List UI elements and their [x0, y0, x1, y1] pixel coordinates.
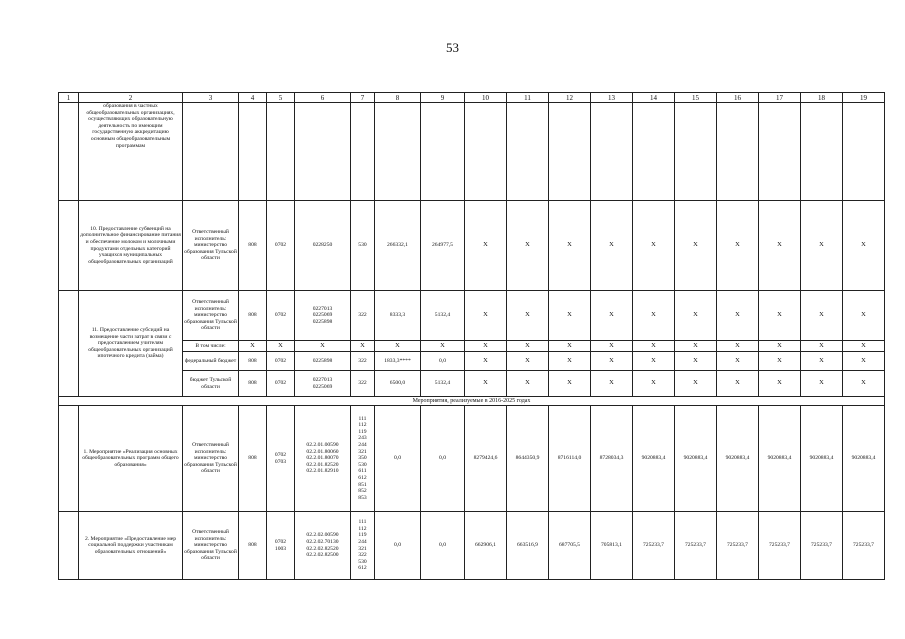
x-mark: Х	[843, 291, 885, 341]
value-cell: 687705,5	[549, 512, 591, 580]
incl-label: В том числе:	[183, 341, 239, 352]
event-name: 10. Предоставление субвенций на дополнительное финансирование питания и обеспечение молоком и молочными продуктами отдельных категорий учащихся муниципальных общеобразовательных организаций	[79, 201, 183, 291]
value-cell: 725233,7	[843, 512, 885, 580]
table-row	[59, 512, 885, 580]
csr-code: 0225898	[295, 352, 351, 371]
x-mark: Х	[801, 291, 843, 341]
x-mark: Х	[675, 371, 717, 397]
x-mark: Х	[549, 352, 591, 371]
x-mark: Х	[549, 341, 591, 352]
value-cell: 662906,1	[465, 512, 507, 580]
budget-label: федеральный бюджет	[183, 352, 239, 371]
x-mark: Х	[717, 371, 759, 397]
value-cell: 264977,5	[421, 201, 465, 291]
vr-code: 322	[351, 291, 375, 341]
x-mark: Х	[675, 201, 717, 291]
value-cell: 6500,0	[375, 371, 421, 397]
value-cell: 725233,7	[675, 512, 717, 580]
col-num: 5	[267, 93, 295, 103]
grbs-code: 808	[239, 352, 267, 371]
value-cell: 8716114,0	[549, 406, 591, 512]
x-mark: Х	[633, 371, 675, 397]
x-mark: Х	[351, 341, 375, 352]
vr-code: 322	[351, 352, 375, 371]
event-name: 1. Мероприятие «Реализация основных общеобразовательных программ общего образования»	[79, 406, 183, 512]
col-num: 14	[633, 93, 675, 103]
csr-code: 0227013 0225069	[295, 371, 351, 397]
x-mark: Х	[507, 201, 549, 291]
value-cell: 5132,4	[421, 291, 465, 341]
x-mark: Х	[675, 352, 717, 371]
col-num: 7	[351, 93, 375, 103]
col-num: 16	[717, 93, 759, 103]
value-cell: 0,0	[421, 406, 465, 512]
col-num: 10	[465, 93, 507, 103]
value-cell: 266332,1	[375, 201, 421, 291]
csr-code: 0227013 0225069 0225898	[295, 291, 351, 341]
table-row	[59, 406, 885, 512]
x-mark: Х	[591, 291, 633, 341]
x-mark: Х	[675, 291, 717, 341]
value-cell: 8279424,6	[465, 406, 507, 512]
x-mark: Х	[591, 371, 633, 397]
value-cell: 725233,7	[633, 512, 675, 580]
x-mark: Х	[591, 341, 633, 352]
x-mark: Х	[295, 341, 351, 352]
value-cell: 8644350,9	[507, 406, 549, 512]
x-mark: Х	[507, 291, 549, 341]
table-row	[59, 291, 885, 341]
column-number-row	[59, 93, 885, 103]
page-number: 53	[446, 40, 459, 55]
value-cell: 9020883,4	[717, 406, 759, 512]
x-mark: Х	[507, 341, 549, 352]
col-num: 19	[843, 93, 885, 103]
x-mark: Х	[507, 352, 549, 371]
value-cell: 9020883,4	[633, 406, 675, 512]
x-mark: Х	[465, 352, 507, 371]
event-name: 11. Предоставление субсидий на возмещение части затрат в связи с предоставлением учителям общеобразовательных организаций ипотечного кредита (займа)	[79, 291, 183, 397]
csr-code: 0228250	[295, 201, 351, 291]
value-cell: 9020883,4	[801, 406, 843, 512]
grbs-code: 808	[239, 291, 267, 341]
x-mark: Х	[717, 201, 759, 291]
x-mark: Х	[759, 371, 801, 397]
csr-code: 02.2.02.00590 02.2.02.70130 02.2.02.82520 02.2.02.82500	[295, 512, 351, 580]
x-mark: Х	[465, 341, 507, 352]
x-mark: Х	[843, 201, 885, 291]
section-title: Мероприятия, реализуемые в 2016-2025 годах	[59, 397, 885, 406]
col-num: 6	[295, 93, 351, 103]
x-mark: Х	[843, 341, 885, 352]
executor: Ответственный исполнитель: министерство образования Тульской области	[183, 512, 239, 580]
budget-table	[58, 92, 885, 580]
vr-code: 111 112 119 243 244 321 350 530 611 612 851 852 853	[351, 406, 375, 512]
value-cell: 5132,4	[421, 371, 465, 397]
x-mark: Х	[801, 371, 843, 397]
x-mark: Х	[633, 341, 675, 352]
rzpr-code: 0702	[267, 201, 295, 291]
col-num: 18	[801, 93, 843, 103]
rzpr-code: 0702 1003	[267, 512, 295, 580]
value-cell: 9020883,4	[675, 406, 717, 512]
value-cell: 0,0	[375, 512, 421, 580]
grbs-code: 808	[239, 512, 267, 580]
x-mark: Х	[375, 341, 421, 352]
x-mark: Х	[801, 341, 843, 352]
rzpr-code: 0702	[267, 371, 295, 397]
rzpr-code: 0702	[267, 291, 295, 341]
col-num: 2	[79, 93, 183, 103]
col-num: 3	[183, 93, 239, 103]
executor: Ответственный исполнитель: министерство образования Тульской области	[183, 291, 239, 341]
col-num: 11	[507, 93, 549, 103]
x-mark: Х	[633, 352, 675, 371]
budget-label: бюджет Тульской области	[183, 371, 239, 397]
x-mark: Х	[549, 291, 591, 341]
executor: Ответственный исполнитель: министерство образования Тульской области	[183, 201, 239, 291]
col-num: 9	[421, 93, 465, 103]
table-row	[59, 201, 885, 291]
event-name: образования в частных общеобразовательных организациях, осуществляющих образовательную деятельность по имеющим государственную аккредитацию основным общеобразовательным программам	[79, 103, 183, 201]
table-row	[59, 103, 885, 201]
rzpr-code: 0702	[267, 352, 295, 371]
x-mark: Х	[267, 341, 295, 352]
table-row	[59, 371, 885, 397]
table-row	[59, 341, 885, 352]
x-mark: Х	[759, 352, 801, 371]
x-mark: Х	[549, 371, 591, 397]
x-mark: Х	[759, 201, 801, 291]
col-num: 4	[239, 93, 267, 103]
value-cell: 0,0	[421, 512, 465, 580]
x-mark: Х	[801, 352, 843, 371]
x-mark: Х	[591, 201, 633, 291]
grbs-code: 808	[239, 201, 267, 291]
x-mark: Х	[633, 291, 675, 341]
csr-code: 02.2.01.00590 02.2.01.80060 02.2.01.80070 02.2.01.82520 02.2.01.82910	[295, 406, 351, 512]
x-mark: Х	[843, 371, 885, 397]
value-cell: 0,0	[421, 352, 465, 371]
vr-code: 322	[351, 371, 375, 397]
event-name: 2. Мероприятие «Предоставление мер социальной поддержки участникам образовательных отношений»	[79, 512, 183, 580]
x-mark: Х	[239, 341, 267, 352]
value-cell: 725233,7	[759, 512, 801, 580]
x-mark: Х	[717, 352, 759, 371]
value-cell: 9020883,4	[843, 406, 885, 512]
x-mark: Х	[421, 341, 465, 352]
x-mark: Х	[465, 291, 507, 341]
rzpr-code: 0702 0703	[267, 406, 295, 512]
table-row	[59, 352, 885, 371]
value-cell: 8333,3	[375, 291, 421, 341]
x-mark: Х	[843, 352, 885, 371]
x-mark: Х	[801, 201, 843, 291]
value-cell: 705813,1	[591, 512, 633, 580]
x-mark: Х	[549, 201, 591, 291]
col-num: 1	[59, 93, 79, 103]
executor: Ответственный исполнитель: министерство образования Тульской области	[183, 406, 239, 512]
col-num: 12	[549, 93, 591, 103]
x-mark: Х	[465, 371, 507, 397]
x-mark: Х	[717, 341, 759, 352]
x-mark: Х	[717, 291, 759, 341]
value-cell: 8728034,3	[591, 406, 633, 512]
grbs-code: 808	[239, 371, 267, 397]
value-cell: 9020883,4	[759, 406, 801, 512]
vr-code: 111 112 119 244 321 322 530 612	[351, 512, 375, 580]
col-num: 13	[591, 93, 633, 103]
x-mark: Х	[633, 201, 675, 291]
x-mark: Х	[507, 371, 549, 397]
col-num: 15	[675, 93, 717, 103]
x-mark: Х	[759, 291, 801, 341]
x-mark: Х	[591, 352, 633, 371]
value-cell: 1833,3****	[375, 352, 421, 371]
value-cell: 663516,9	[507, 512, 549, 580]
col-num: 8	[375, 93, 421, 103]
x-mark: Х	[465, 201, 507, 291]
value-cell: 725233,7	[801, 512, 843, 580]
col-num: 17	[759, 93, 801, 103]
value-cell: 0,0	[375, 406, 421, 512]
value-cell: 725233,7	[717, 512, 759, 580]
x-mark: Х	[675, 341, 717, 352]
grbs-code: 808	[239, 406, 267, 512]
x-mark: Х	[759, 341, 801, 352]
section-row	[59, 397, 885, 406]
vr-code: 530	[351, 201, 375, 291]
